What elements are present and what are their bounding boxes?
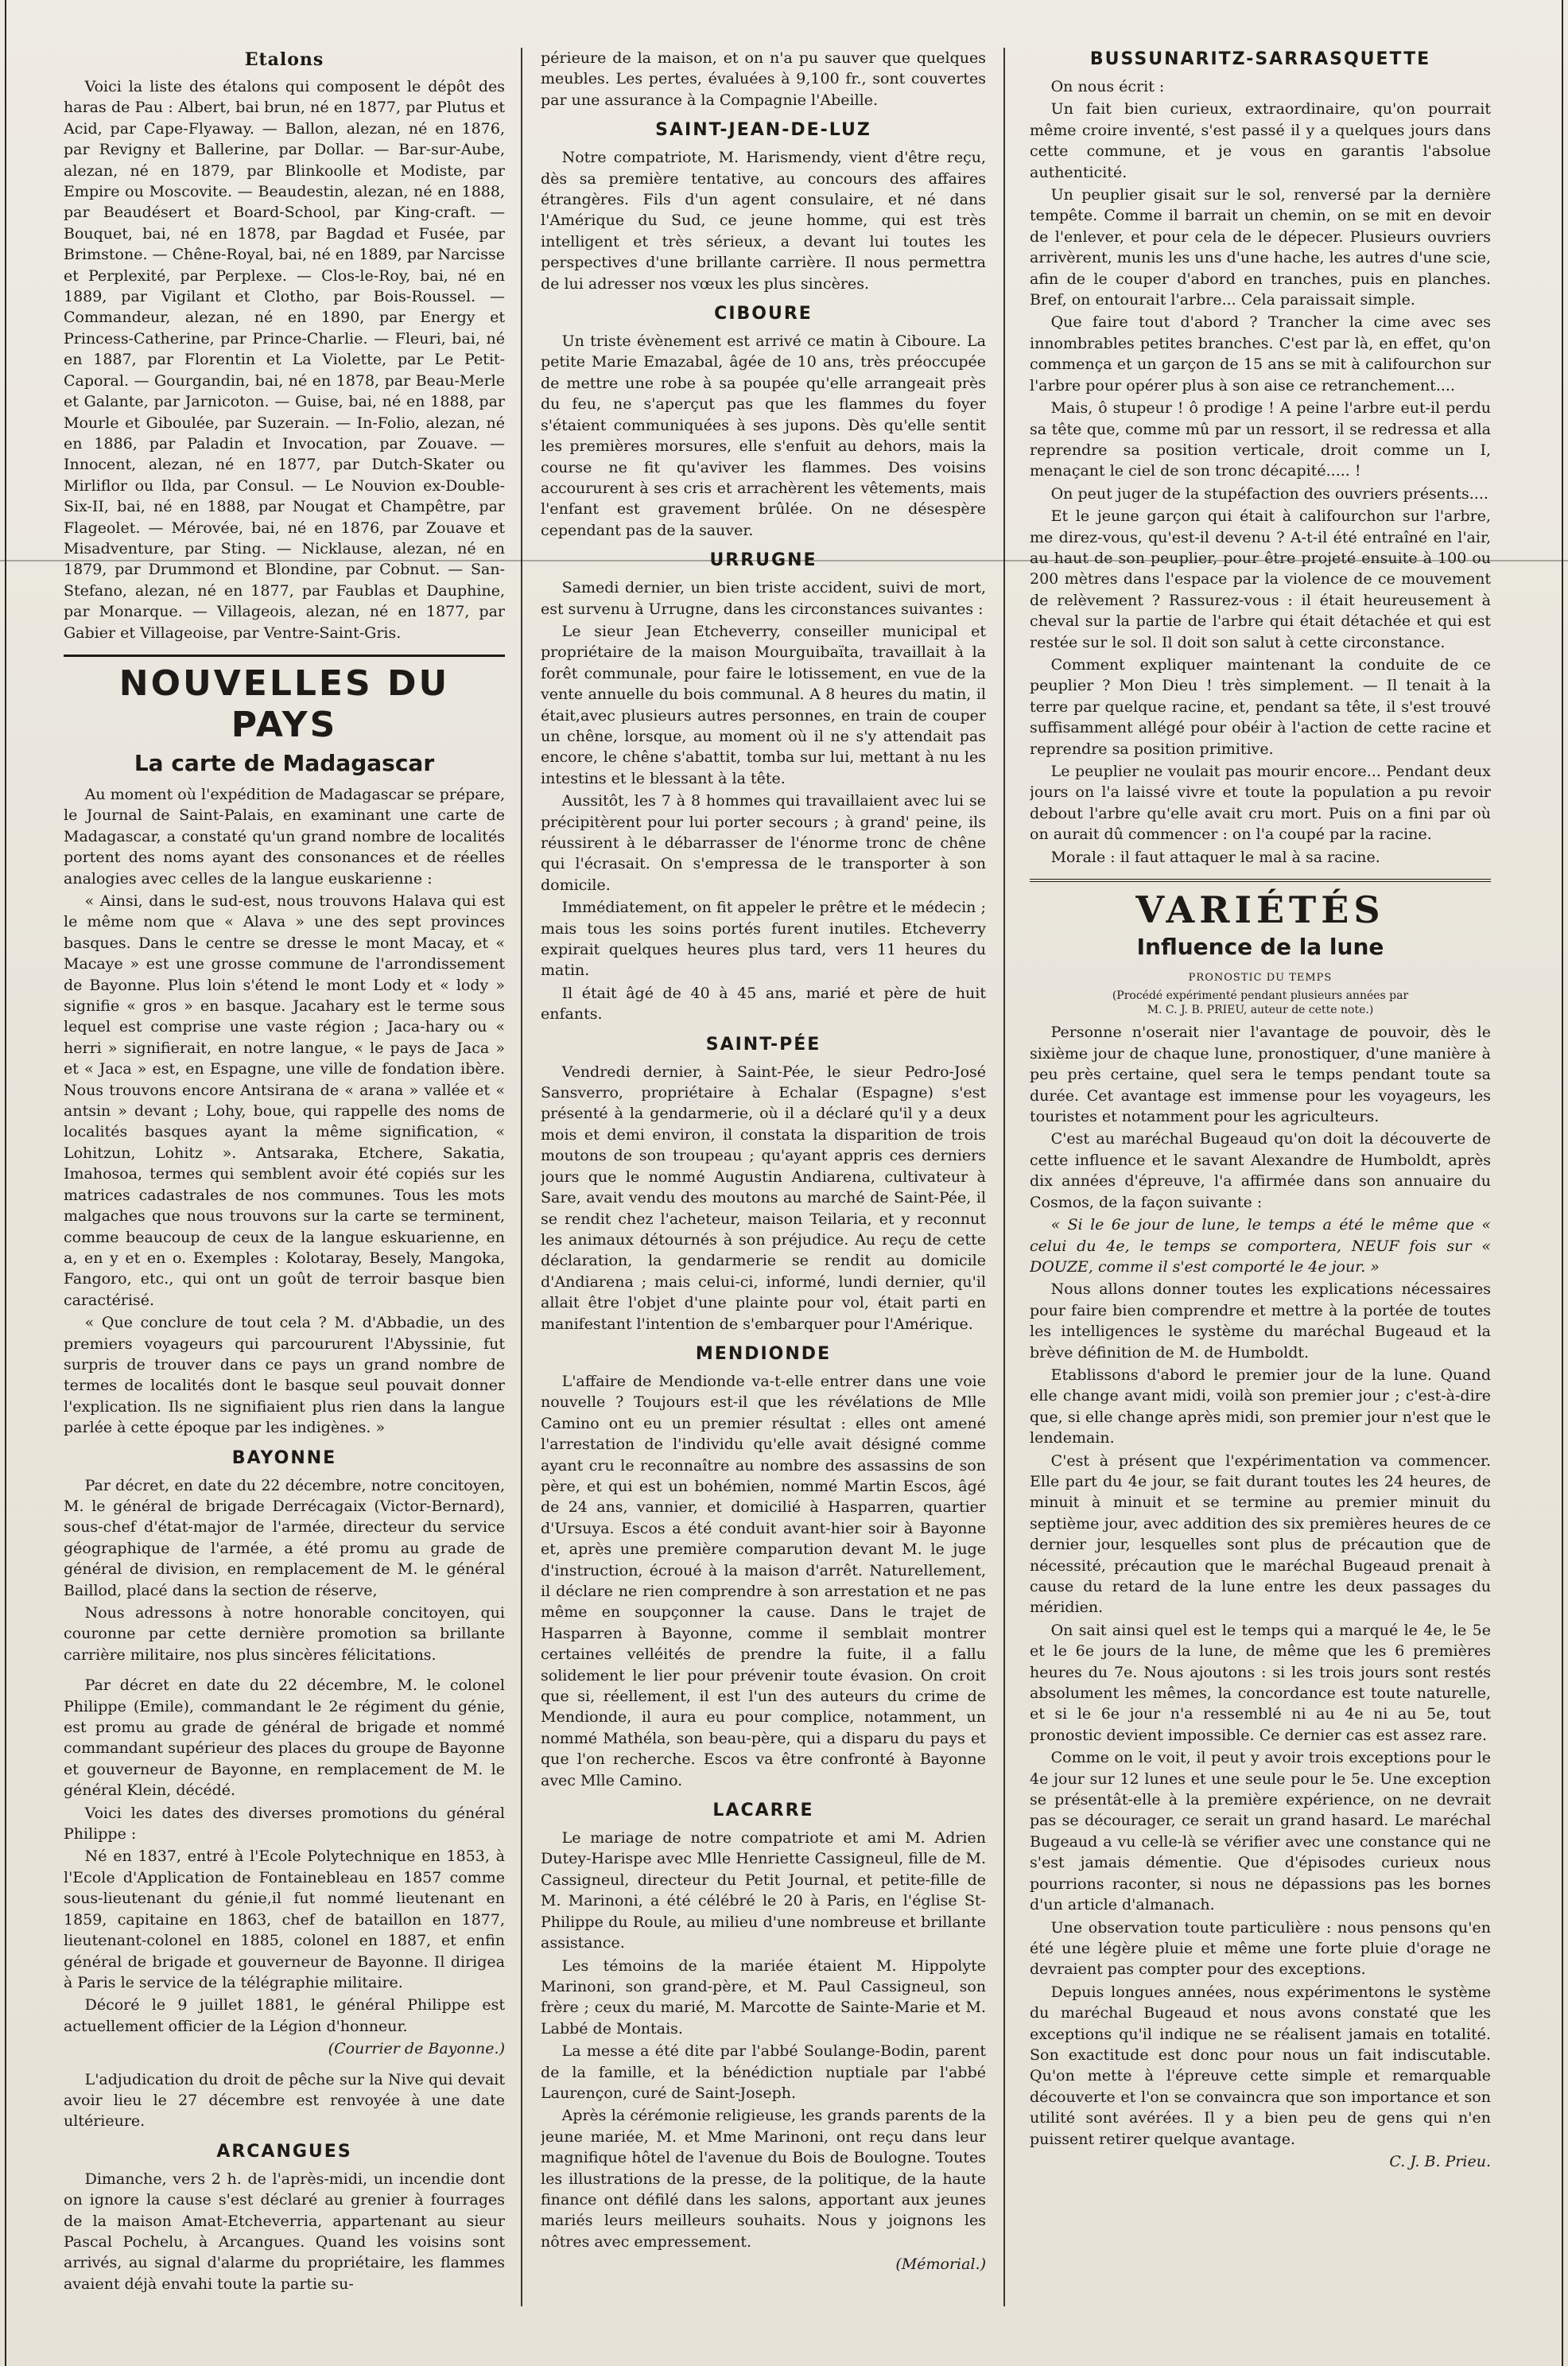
right-edge-rule: [1562, 0, 1563, 2366]
lacarre-paragraph: Le mariage de notre compatriote et ami M. Adrien Dutey-Harispe avec Mlle Henriette Cassigneul, fille de M. Cassigneul, directeur du Petit Journal, et petite-fille de M. Marinoni, a été célébré le 20 à Paris, en l'église St-Philippe du Roule, au milieu d'une nombreuse et brillante assistance.: [541, 1829, 986, 1952]
bussunaritz-paragraph: Un fait bien curieux, extraordinaire, qu'on pourrait même croire inventé, s'est passé il y a quelques jours dans cette commune, et je vous en garantis l'absolue authenticité.: [1030, 100, 1491, 181]
arcangues-continued: périeure de la maison, et on n'a pu sauver que quelques meubles. Les pertes, évaluées à 9,100 fr., sont couvertes par une assurance à la Compagnie l'Abeille.: [541, 49, 986, 109]
bayonne-paragraph: Par décret, en date du 22 décembre, notre concitoyen, M. le général de brigade Derrécagaix (Victor-Bernard), sous-chef d'état-major de l'armée, directeur du service géographique de l'armée, a été promu au grade de général de division, en remplacement de M. le général Baillod, placé dans la section de réserve,: [64, 1476, 505, 1599]
lune-paragraph: Nous allons donner toutes les explications nécessaires pour faire bien comprendre et mettre à la portée de toutes les intelligences le système du maréchal Bugeaud et la brève définition de M. de Humboldt.: [1030, 1280, 1491, 1362]
mendionde-heading: MENDIONDE: [695, 1343, 832, 1364]
bayonne-paragraph: Voici les dates des diverses promotions du général Philippe :: [64, 1804, 505, 1843]
lune-paragraph: Personne n'oserait nier l'avantage de pouvoir, dès le sixième jour de chaque lune, pronostiquer, d'une manière à peu près certaine, quel sera le temps pendant toute sa durée. Cet avantage est immense pour les voyageurs, les touristes et notamment pour les agriculteurs.: [1030, 1024, 1491, 1126]
lacarre-credit: (Mémorial.): [895, 2255, 986, 2274]
bussunaritz-heading: BUSSUNARITZ-SARRASQUETTE: [1089, 49, 1431, 69]
etalons-text: Voici la liste des étalons qui composent le dépôt des haras de Pau : Albert, bai brun, né en 1877, par Plutus et Acid, par Cape-Flyaway. — Ballon, alezan, né en 1876, par Revigny et Ballerine, par Dollar. — Bar-sur-Aube, alezan, né en 1879, par Blinkoolle et Modiste, par Empire ou Moscovite. — Beaudestin, alezan, né en 1888, par Beaudésert et Board-School, par King-craft. — Bouquet, bai, né en 1878, par Bagdad et Fusée, par Brimstone. — Chêne-Royal, bai, né en 1889, par Narcisse et Perplexité, par Perplexe. — Clos-le-Roy, bai, né en 1889, par Vigilant et Clotho, par Bois-Roussel. — Commandeur, alezan, né en 1890, par Energy et Princess-Catherine, par Prince-Charlie. — Fleuri, bai, né en 1887, par Florentin et La Violette, par Le Petit-Caporal. — Gourgandin, bai, né en 1878, par Beau-Merle et Galante, par Jarnicoton. — Guise, bai, né en 1888, par Mourle et Giboulée, par Suzerain. — In-Folio, alezan, né en 1886, par Paladin et Invocation, par Zouave. — Innocent, alezan, né en 1877, par Dutch-Skater ou Mirliflor ou Ilda, par Consul. — Le Nouvion ex-Double-Six-II, bai, né en 1888, par Nougat et Champêtre, par Flageolet. — Mérovée, bai, né en 1876, par Zouave et Misadventure, par Sting. — Nicklause, alezan, né en 1879, par Drummond et Blondine, par Cobnut. — San-Stefano, alezan, né en 1877, par Faublas et Dauphine, par Monarque. — Villageois, alezan, né en 1877, par Gabier et Villageoise, par Ventre-Saint-Gris.: [64, 78, 505, 642]
lacarre-paragraph: La messe a été dite par l'abbé Soulange-Bodin, parent de la famille, et la bénédiction nuptiale par l'abbé Laurençon, curé de Saint-Joseph.: [541, 2042, 986, 2102]
ciboure-paragraph: Un triste évènement est arrivé ce matin à Ciboure. La petite Marie Emazabal, âgée de 10 ans, très préoccupée de mettre une robe à sa poupée qu'elle arrangeait près du feu, ne s'aperçut pas que les flammes du foyer s'étaient communiquées à ses jupons. Dès qu'elle sentit les premières morsures, elle s'enfuit au dehors, mais la course ne fit qu'aviver les flammes. Des voisins accoururent à ses cris et arrachèrent les vêtements, mais l'enfant est gravement brûlée. On ne désespère cependant pas de la sauver.: [541, 332, 986, 539]
urrugne-paragraph: Samedi dernier, un bien triste accident, suivi de mort, est survenu à Urrugne, dans les circonstances suivantes :: [541, 579, 986, 618]
lacarre-paragraph: Après la cérémonie religieuse, les grands parents de la jeune mariée, M. et Mme Marinoni, ont reçu dans leur magnifique hôtel de l'avenue du Bois de Boulogne. Toutes les illustrations de la presse, de la politique, de la haute finance ont défilé dans les salons, apportant aux jeunes mariés leurs meilleurs souhaits. Nous y joignons les nôtres avec empressement.: [541, 2107, 986, 2251]
madagascar-paragraph: « Ainsi, dans le sud-est, nous trouvons Halava qui est le même nom que « Alava » une des sept provinces basques. Dans le centre se dresse le mont Macay, et « Macaye » est une grosse commune de l'arrondissement de Bayonne. Plus loin s'étend le mont Lody et « lody » signifie « gros » en basque. Jacahary est le terme sous lequel est comprise une vaste région ; Jaca-hary ou « herri » signifierait, en notre langue, « le pays de Jaca » et « Jaca » est, en Espagne, une ville de fondation ibère. Nous trouvons encore Antsirana de « arana » vallée et « antsin » devant ; Lohy, boue, qui rappelle des noms de localités basques ayant la même signification, « Lohitzun, Lohitz ». Antsaraka, Etchere, Sakatia, Imahosoa, termes qui semblent avoir été copiés sur les matrices cadastrales de nos communes. Tous les mots malgaches que nous trouvons sur la carte se terminent, comme beaucoup de ceux de la langue eskuarienne, en a, en y et en o. Exemples : Kolotaray, Besely, Mangoka, Fangoro, etc., qui ont un goût de terroir basque bien caractérisé.: [64, 892, 505, 1309]
column-3: [1030, 48, 1491, 2338]
nouvelles-heading: NOUVELLES DU PAYS: [118, 662, 450, 745]
bussunaritz-paragraph: On nous écrit :: [1050, 78, 1165, 95]
lune-note: M. C. J. B. PRIEU, auteur de cette note.): [1147, 1004, 1374, 1017]
column-1: [64, 48, 505, 2338]
lune-kicker: PRONOSTIC DU TEMPS: [1188, 972, 1333, 985]
lune-paragraph: On sait ainsi quel est le temps qui a marqué le 4e, le 5e et le 6e jours de la lune, de même que les 6 premières heures du 7e. Nous ajoutons : si les trois jours sont restés absolument les mêmes, la concordance est toute naturelle, et si le 6e jour n'a ressemblé ni au 4e ni au 5e, tout pronostic devient impossible. Ce dernier cas est assez rare.: [1030, 1621, 1491, 1744]
bussunaritz-paragraph: Et le jeune garçon qui était à califourchon sur l'arbre, me direz-vous, qu'est-il devenu ? A-t-il été entraîné en l'air, au haut de son peuplier, pour être projeté ensuite à 100 ou 200 mètres dans l'espace par la violence de ce mouvement de relèvement ? Rassurez-vous : il était heureusement à cheval sur la partie de l'arbre qui était détachée et qui est restée sur le sol. Il doit son salut à cette circonstance.: [1030, 507, 1491, 651]
urrugne-paragraph: Le sieur Jean Etcheverry, conseiller municipal et propriétaire de la maison Mourguibaïta, travaillait à la forêt communale, pour faire le lotissement, en vue de la vente annuelle du bois communal. A 8 heures du matin, il était,avec plusieurs autres personnes, en train de couper un chêne, lorsque, au moment où il ne s'y attendait pas encore, le chêne s'abattit, tomba sur lui, mettant à nu les intestins et le blessant à la tête.: [541, 622, 986, 787]
bayonne-paragraph: Par décret en date du 22 décembre, M. le colonel Philippe (Emile), commandant le 2e régiment du génie, est promu au grade de général de brigade et nommé commandant supérieur des places du groupe de Bayonne et gouverneur de Bayonne, en remplacement de M. le général Klein, décédé.: [64, 1676, 505, 1800]
bussunaritz-paragraph: Comment expliquer maintenant la conduite de ce peuplier ? Mon Dieu ! très simplement. — Il tenait à la terre par quelque racine, et, pendant sa tête, il s'est trouvé suffisamment allégé pour obéir à l'action de cette racine et reprendre sa position primitive.: [1030, 655, 1491, 758]
arcangues-heading: ARCANGUES: [216, 2141, 352, 2162]
lune-heading: Influence de la lune: [1136, 934, 1384, 961]
urrugne-paragraph: Aussitôt, les 7 à 8 hommes qui travaillaient avec lui se précipitèrent pour lui porter secours ; à grand' peine, ils réussirent à le débarrasser de l'énorme tronc de chêne qui l'écrasait. On s'empressa de le transporter à son domicile.: [541, 792, 986, 894]
left-edge-rule: [5, 0, 6, 2366]
bayonne-credit: (Courrier de Bayonne.): [328, 2040, 505, 2058]
column-rule-2: [1003, 48, 1005, 2306]
lacarre-paragraph: Les témoins de la mariée étaient M. Hippolyte Marinoni, son grand-père, et M. Paul Cassigneul, son frère ; ceux du marié, M. Marcotte de Sainte-Marie et M. Labbé de Montais.: [541, 1956, 986, 2038]
bussunaritz-paragraph: Le peuplier ne voulait pas mourir encore... Pendant deux jours on l'a laissé vivre et toute la population a pu revoir debout l'arbre qu'elle avait cru mort. Puis on a fini par où on aurait dû commencer : on l'a coupé par la racine.: [1030, 763, 1491, 844]
bayonne-heading: BAYONNE: [231, 1447, 337, 1468]
urrugne-heading: URRUGNE: [709, 550, 817, 571]
column-rule-1: [521, 48, 522, 2306]
madagascar-heading: La carte de Madagascar: [134, 749, 435, 776]
stjean-heading: SAINT-JEAN-DE-LUZ: [655, 120, 871, 141]
lune-signature: C. J. B. Prieu.: [1389, 2152, 1491, 2170]
section-rule: [1030, 879, 1491, 882]
section-rule: [64, 655, 505, 657]
lune-paragraph: Comme on le voit, il peut y avoir trois exceptions pour le 4e jour sur 12 lunes et une seule pour le 5e. Une exception se présentât-elle à la première expérience, on ne devrait pas se décourager, ce serait un grand hasard. Le maréchal Bugeaud a vu celle-là se vérifier avec une constance qui ne s'est jamais démentie. Que d'épisodes curieux nous pourrions raconter, si nous ne dépassions pas les bornes d'un article d'almanach.: [1030, 1749, 1491, 1914]
varietes-heading: VARIÉTÉS: [1135, 888, 1385, 932]
bussunaritz-paragraph: Un peuplier gisait sur le sol, renversé par la dernière tempête. Comme il barrait un chemin, on se mit en devoir de l'enlever, et pour cela de le dépecer. Plusieurs ouvriers arrivèrent, munis les uns d'une hache, les autres d'une scie, afin de le couper d'abord en tranches, puis en planches. Bref, on entourait l'arbre... Cela paraissait simple.: [1030, 186, 1491, 309]
bussunaritz-moral: Morale : il faut attaquer le mal à sa racine.: [1050, 848, 1380, 866]
bussunaritz-paragraph: On peut juger de la stupéfaction des ouvriers présents....: [1050, 484, 1488, 503]
bussunaritz-paragraph: Mais, ô stupeur ! ô prodige ! A peine l'arbre eut-il perdu sa tête que, comme mû par un ressort, il se redressa et alla reprendre sa position verticale, droit comme un I, menaçant le ciel de son tronc décapité..... !: [1030, 399, 1491, 480]
lune-paragraph: Depuis longues années, nous expérimentons le système du maréchal Bugeaud et nous avons constaté que les exceptions qu'il indique ne se réalisent jamais en totalité. Son exactitude est donc pour nous un fait indiscutable. Qu'on mette à l'épreuve cette simple et remarquable découverte et l'on se convaincra que son importance et son utilité sont avérées. Il y a bien peu de gens qui n'en puissent retirer quelque avantage.: [1030, 1983, 1491, 2148]
stjean-paragraph: Notre compatriote, M. Harismendy, vient d'être reçu, dès sa première tentative, au concours des affaires étrangères. Fils d'un agent consulaire, et né dans l'Amérique du Sud, ce jeune homme, qui est très intelligent et très sérieux, a devant lui toutes les perspectives d'une brillante carrière. Il nous permettra de lui adresser nos vœux les plus sincères.: [541, 149, 986, 293]
urrugne-paragraph: Immédiatement, on fit appeler le prêtre et le médecin ; mais tous les soins portés furent inutiles. Etcheverry expirait quelques heures plus tard, vers 11 heures du matin.: [541, 899, 986, 980]
bayonne-paragraph: L'adjudication du droit de pêche sur la Nive qui devait avoir lieu le 27 décembre est renvoyée à une date ultérieure.: [64, 2070, 505, 2131]
mendionde-paragraph: L'affaire de Mendionde va-t-elle entrer dans une voie nouvelle ? Toujours est-il que les révélations de Mlle Camino ont eu un premier résultat : elles ont amené l'arrestation de l'individu qu'elle avait désigné comme ayant cru le reconnaître au nombre des assassins de son père, et qui est un bohémien, nommé Martin Escos, âgé de 24 ans, vannier, et domicilié à Hasparren, quartier d'Ursuya. Escos a été conduit avant-hier soir à Bayonne et, après une première comparution devant M. le juge d'instruction, écroué à la maison d'arrêt. Naturellement, il déclare ne rien comprendre à son arrestation et ne pas même en soupçonner la cause. Dans le trajet de Hasparren à Bayonne, comme il semblait montrer certaines velléités de prendre la fuite, il a fallu solidement le lier pour prévenir toute évasion. On croit que si, réellement, il est l'un des auteurs du crime de Mendionde, il aura eu pour complice, notamment, un nommé Mathéla, son beau-père, qui a disparu du pays et que l'on recherche. Escos va être confronté à Bayonne avec Mlle Camino.: [541, 1372, 986, 1789]
lune-paragraph: C'est au maréchal Bugeaud qu'on doit la découverte de cette influence et le savant Alexandre de Humboldt, après dix années d'épreuve, l'a affirmée dans son annuaire du Cosmos, de la façon suivante :: [1030, 1130, 1491, 1211]
lune-paragraph: Etablissons d'abord le premier jour de la lune. Quand elle change avant midi, voilà son premier jour ; c'est-à-dire que, si elle change après midi, son premier jour n'est que le lendemain.: [1030, 1366, 1491, 1447]
madagascar-paragraph: Au moment où l'expédition de Madagascar se prépare, le Journal de Saint-Palais, en examinant une carte de Madagascar, a constaté qu'un grand nombre de localités portent des noms ayant des consonances et de réelles analogies avec celles de la langue euskarienne :: [64, 785, 505, 888]
stpee-paragraph: Vendredi dernier, à Saint-Pée, le sieur Pedro-José Sansverro, propriétaire à Echalar (Espagne) s'est présenté à la gendarmerie, où il a déclaré qu'il y a deux mois et demi environ, il constata la disparition de trois moutons de son troupeau ; qu'ayant appris ces derniers jours que le nommé Augustin Andiarena, cultivateur à Sare, avait vendu des moutons au marché de Saint-Pée, il se rendit chez l'acheteur, maison Teilaria, et y reconnut les animaux détournés à son préjudice. Au reçu de cette déclaration, la gendarmerie se rendit au domicile d'Andiarena ; mais celui-ci, informé, lundi dernier, qu'il allait être l'objet d'une plainte pour vol, était parti en manifestant l'intention de s'embarquer pour l'Amérique.: [541, 1063, 986, 1333]
lune-quote: « Si le 6e jour de lune, le temps a été le même que « celui du 4e, le temps se comportera, NEUF fois sur « DOUZE, comme il s'est comporté le 4e jour. »: [1030, 1216, 1491, 1276]
madagascar-paragraph: « Que conclure de tout cela ? M. d'Abbadie, un des premiers voyageurs qui parcoururent l'Abyssinie, fut surpris de trouver dans ce pays un grand nombre de termes de localités dont le basque seul pouvait donner l'explication. Ils ne signifiaient plus rien dans la langue parlée à cette époque par les indigènes. »: [64, 1314, 505, 1437]
lune-note: (Procédé expérimenté pendant plusieurs années par: [1112, 989, 1409, 1003]
urrugne-paragraph: Il était âgé de 40 à 45 ans, marié et père de huit enfants.: [541, 984, 986, 1024]
lune-paragraph: Une observation toute particulière : nous pensons qu'en été une légère pluie et même une forte pluie d'orage ne devraient pas compter pour des exceptions.: [1030, 1918, 1491, 1979]
bayonne-paragraph: Décoré le 9 juillet 1881, le général Philippe est actuellement officier de la Légion d'honneur.: [64, 1996, 505, 2035]
arcangues-paragraph: Dimanche, vers 2 h. de l'après-midi, un incendie dont on ignore la cause s'est déclaré au grenier à fourrages de la maison Amat-Etcheverria, appartenant au sieur Pascal Pochelu, à Arcangues. Quand les voisins sont arrivés, au signal d'alarme du propriétaire, les flammes avaient déjà envahi toute la partie su-: [64, 2170, 505, 2293]
stpee-heading: SAINT-PÉE: [705, 1034, 821, 1055]
lacarre-heading: LACARRE: [712, 1801, 814, 1821]
bayonne-paragraph: Nous adressons à notre honorable concitoyen, qui couronne par cette dernière promotion sa brillante carrière militaire, nos plus sincères félicitations.: [64, 1604, 505, 1664]
lune-paragraph: C'est à présent que l'expérimentation va commencer. Elle part du 4e jour, se fait durant toutes les 24 heures, de minuit à minuit et se termine au premier minuit du septième jour, avec addition des six premières heures de ce dernier jour, lesquelles sont plus de précaution que de nécessité, précaution que le maréchal Bugeaud prenait à cause du retard de la lune entre les deux passages du méridien.: [1030, 1451, 1491, 1617]
bussunaritz-paragraph: Que faire tout d'abord ? Trancher la cime avec ses innombrables petites branches. C'est par là, en effet, qu'on commença et un garçon de 15 ans se mit à califourchon sur l'arbre pour opérer plus à son aise ce retranchement....: [1030, 313, 1491, 394]
etalons-heading: Etalons: [244, 49, 324, 70]
column-2: [541, 48, 986, 2338]
bayonne-paragraph: Né en 1837, entré à l'Ecole Polytechnique en 1853, à l'Ecole d'Application de Fontainebleau en 1857 comme sous-lieutenant du génie,il fut nommé lieutenant en 1859, capitaine en 1863, chef de bataillon en 1877, lieutenant-colonel en 1885, colonel en 1887, et enfin général de brigade et gouverneur de Bayonne. Il dirigea à Paris le service de la télégraphie militaire.: [64, 1847, 505, 1991]
ciboure-heading: CIBOURE: [714, 304, 813, 324]
